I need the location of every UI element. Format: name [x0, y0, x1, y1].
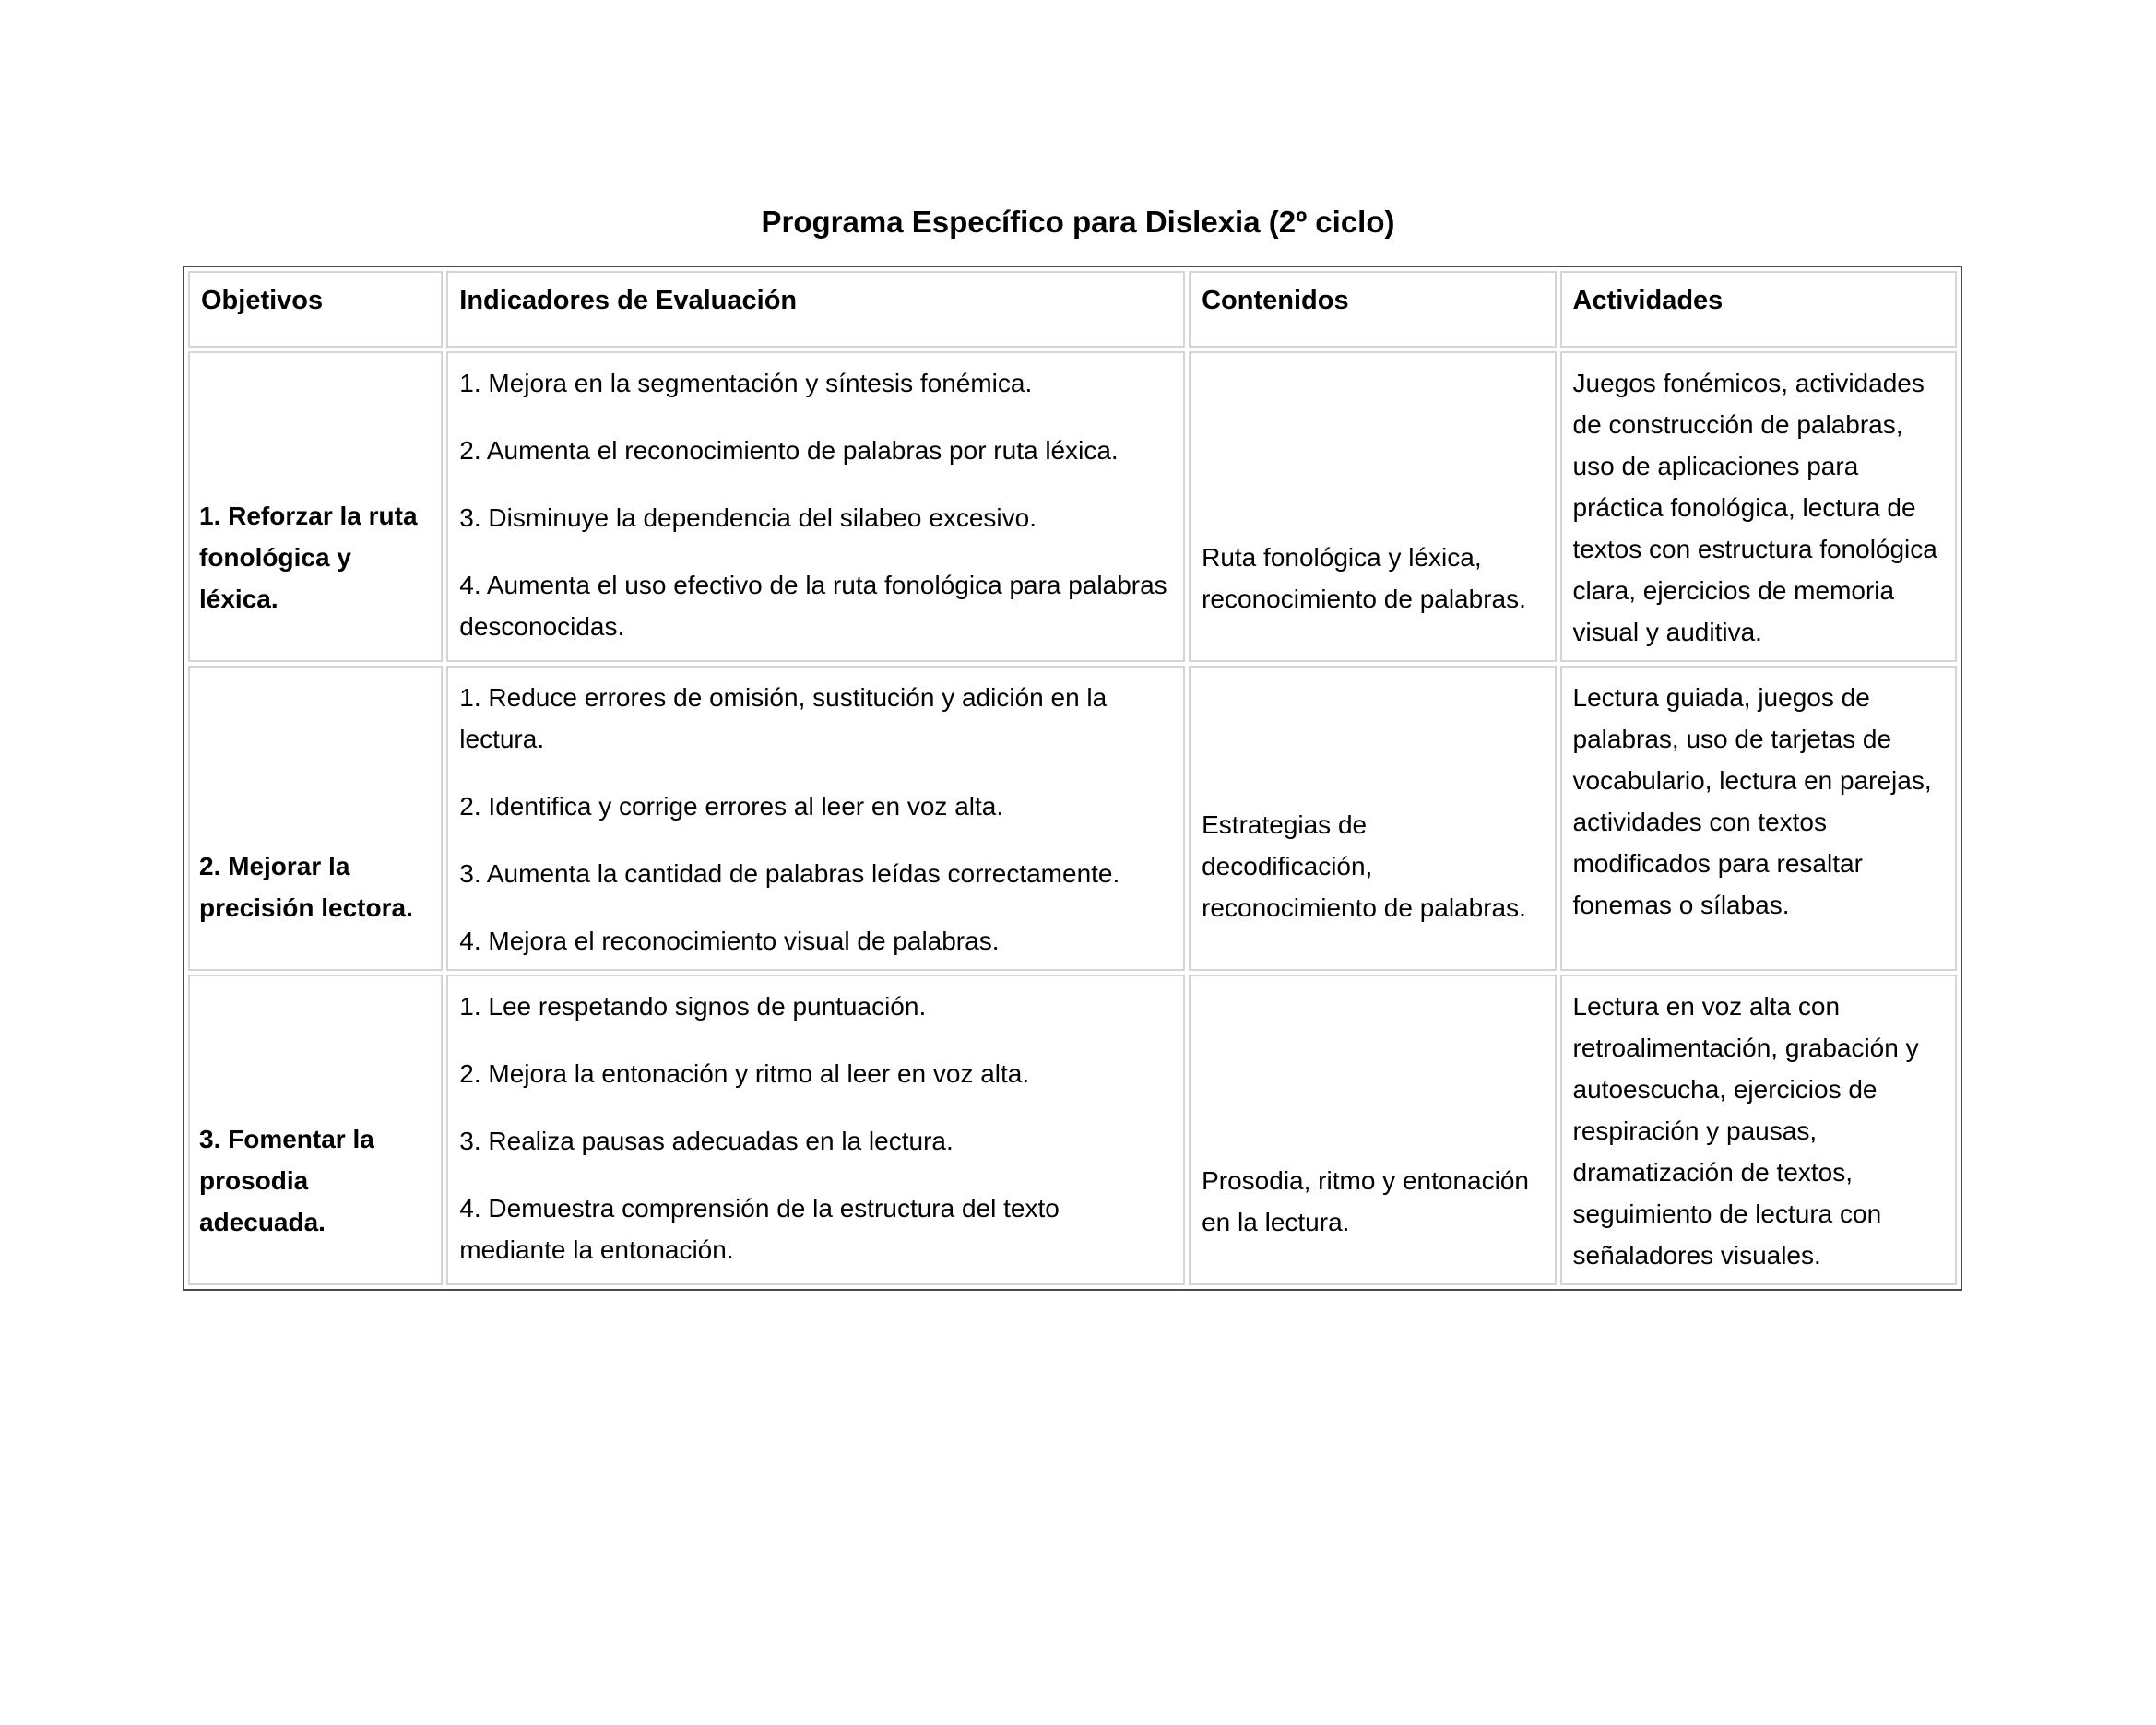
- column-header-contenidos: Contenidos: [1189, 271, 1556, 348]
- header-row: [188, 271, 1957, 348]
- contents-cell: Ruta fonológica y léxica, reconocimiento de palabras.: [1189, 351, 1556, 662]
- table-row: [188, 975, 1957, 1285]
- contents-cell: Prosodia, ritmo y entonación en la lectura.: [1189, 975, 1556, 1285]
- indicator-item: 4. Mejora el reconocimiento visual de palabras.: [459, 927, 1000, 955]
- column-header-actividades: Actividades: [1560, 271, 1957, 348]
- indicator-item: 2. Aumenta el reconocimiento de palabras por ruta léxica.: [459, 436, 1119, 465]
- document-page: [0, 201, 2156, 1725]
- activities-cell: Lectura en voz alta con retroalimentación, grabación y autoescucha, ejercicios de respiración y pausas, dramatización de textos, seguimiento de lectura con señaladores visuales.: [1560, 975, 1957, 1285]
- page-title: Programa Específico para Dislexia (2º ciclo): [761, 205, 1395, 239]
- objective-cell: 3. Fomentar la prosodia adecuada.: [188, 975, 443, 1285]
- indicator-item: 4. Demuestra comprensión de la estructura del texto mediante la entonación.: [459, 1194, 1060, 1264]
- indicators-cell: [446, 975, 1185, 1285]
- table-row: [188, 351, 1957, 662]
- contents-cell: Estrategias de decodificación, reconocimiento de palabras.: [1189, 666, 1556, 971]
- indicators-cell: [446, 351, 1185, 662]
- indicator-item: 1. Mejora en la segmentación y síntesis fonémica.: [459, 369, 1033, 397]
- indicator-item: 4. Aumenta el uso efectivo de la ruta fonológica para palabras desconocidas.: [459, 571, 1167, 641]
- activities-cell: Lectura guiada, juegos de palabras, uso de tarjetas de vocabulario, lectura en parejas, actividades con textos modificados para resaltar fonemas o sílabas.: [1560, 666, 1957, 971]
- indicator-item: 1. Reduce errores de omisión, sustitución y adición en la lectura.: [459, 683, 1108, 753]
- objective-cell: 2. Mejorar la precisión lectora.: [188, 666, 443, 971]
- objective-cell: 1. Reforzar la ruta fonológica y léxica.: [188, 351, 443, 662]
- indicator-item: 2. Mejora la entonación y ritmo al leer en voz alta.: [459, 1059, 1030, 1088]
- indicator-item: 3. Realiza pausas adecuadas en la lectura.: [459, 1127, 954, 1155]
- table-row: [188, 666, 1957, 971]
- program-table: [183, 266, 1962, 1291]
- column-header-indicadores: Indicadores de Evaluación: [446, 271, 1185, 348]
- activities-cell: Juegos fonémicos, actividades de construcción de palabras, uso de aplicaciones para práctica fonológica, lectura de textos con estructura fonológica clara, ejercicios de memoria visual y auditiva.: [1560, 351, 1957, 662]
- indicator-item: 3. Disminuye la dependencia del silabeo excesivo.: [459, 503, 1037, 532]
- indicator-item: 3. Aumenta la cantidad de palabras leídas correctamente.: [459, 859, 1120, 888]
- indicators-cell: [446, 666, 1185, 971]
- column-header-objetivos: Objetivos: [188, 271, 443, 348]
- indicator-item: 2. Identifica y corrige errores al leer en voz alta.: [459, 792, 1004, 821]
- indicator-item: 1. Lee respetando signos de puntuación.: [459, 992, 927, 1021]
